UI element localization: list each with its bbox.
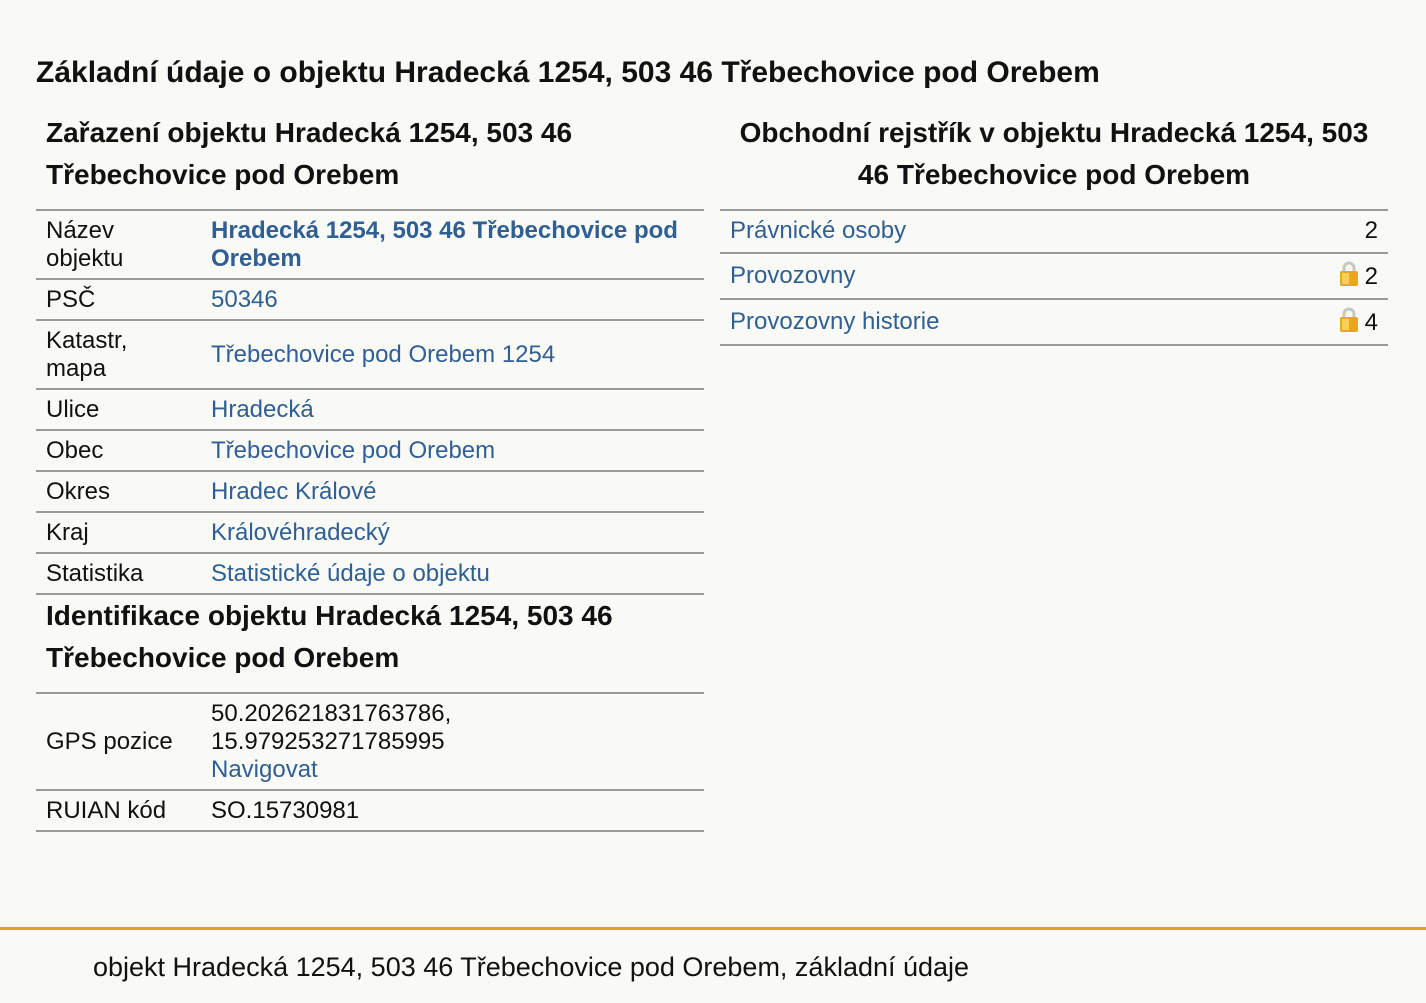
district-link[interactable]: Hradec Králové <box>211 478 377 505</box>
table-row <box>36 430 704 471</box>
gps-longitude: 15.979253271785995 <box>211 728 445 755</box>
table-row <box>720 253 1388 299</box>
footer <box>0 927 1426 1003</box>
lock-icon <box>1339 306 1359 332</box>
classification-title: Zařazení objektu Hradecká 1254, 503 46 Třebechovice pod Orebem <box>46 117 573 190</box>
table-row <box>36 471 704 512</box>
gps-label: GPS pozice <box>36 693 201 790</box>
page-title: Základní údaje o objektu Hradecká 1254, 503 46 Třebechovice pod Orebem <box>36 56 1100 89</box>
table-row <box>36 553 704 594</box>
classification-table <box>36 209 704 595</box>
object-name-link[interactable]: Hradecká 1254, 503 46 Třebechovice pod Orebem <box>211 217 678 272</box>
establishments-history-count: 4 <box>1364 309 1378 336</box>
navigate-link[interactable]: Navigovat <box>211 756 318 783</box>
register-title: Obchodní rejstřík v objektu Hradecká 1254, 503 46 Třebechovice pod Orebem <box>739 117 1369 190</box>
table-row <box>720 210 1388 253</box>
row-label: Název objektu <box>36 210 201 279</box>
lock-icon <box>1339 260 1359 286</box>
register-table <box>720 209 1388 346</box>
gps-value <box>201 693 704 790</box>
street-link[interactable]: Hradecká <box>211 396 314 423</box>
row-label: Katastr, mapa <box>36 320 201 389</box>
legal-entities-count: 2 <box>1364 217 1378 244</box>
establishments-history-link[interactable]: Provozovny historie <box>730 307 940 335</box>
table-row <box>36 389 704 430</box>
right-column <box>720 112 1388 346</box>
row-label: Statistika <box>36 553 201 594</box>
table-row <box>36 512 704 553</box>
cadastre-link[interactable]: Třebechovice pod Orebem 1254 <box>211 341 556 368</box>
table-row <box>36 790 704 831</box>
row-label: PSČ <box>36 279 201 320</box>
ruian-value: SO.15730981 <box>201 790 704 831</box>
table-row <box>36 279 704 320</box>
row-label: Obec <box>36 430 201 471</box>
row-label: Ulice <box>36 389 201 430</box>
establishments-link[interactable]: Provozovny <box>730 261 856 289</box>
statistics-link[interactable]: Statistické údaje o objektu <box>211 560 490 587</box>
table-row <box>720 299 1388 345</box>
table-row <box>36 693 704 790</box>
table-row <box>36 320 704 389</box>
legal-entities-link[interactable]: Právnické osoby <box>730 217 907 244</box>
row-label: Okres <box>36 471 201 512</box>
left-column <box>36 112 704 832</box>
region-link[interactable]: Královéhradecký <box>211 519 390 546</box>
gps-latitude: 50.202621831763786, <box>211 700 452 727</box>
footer-text: objekt Hradecká 1254, 503 46 Třebechovice pod Orebem, základní údaje <box>93 952 970 982</box>
psc-link[interactable]: 50346 <box>211 286 278 313</box>
ruian-label: RUIAN kód <box>36 790 201 831</box>
municipality-link[interactable]: Třebechovice pod Orebem <box>211 437 496 464</box>
establishments-count: 2 <box>1364 263 1378 290</box>
table-row <box>36 210 704 279</box>
identification-table <box>36 692 704 832</box>
row-label: Kraj <box>36 512 201 553</box>
identification-title: Identifikace objektu Hradecká 1254, 503 46 Třebechovice pod Orebem <box>46 600 613 673</box>
